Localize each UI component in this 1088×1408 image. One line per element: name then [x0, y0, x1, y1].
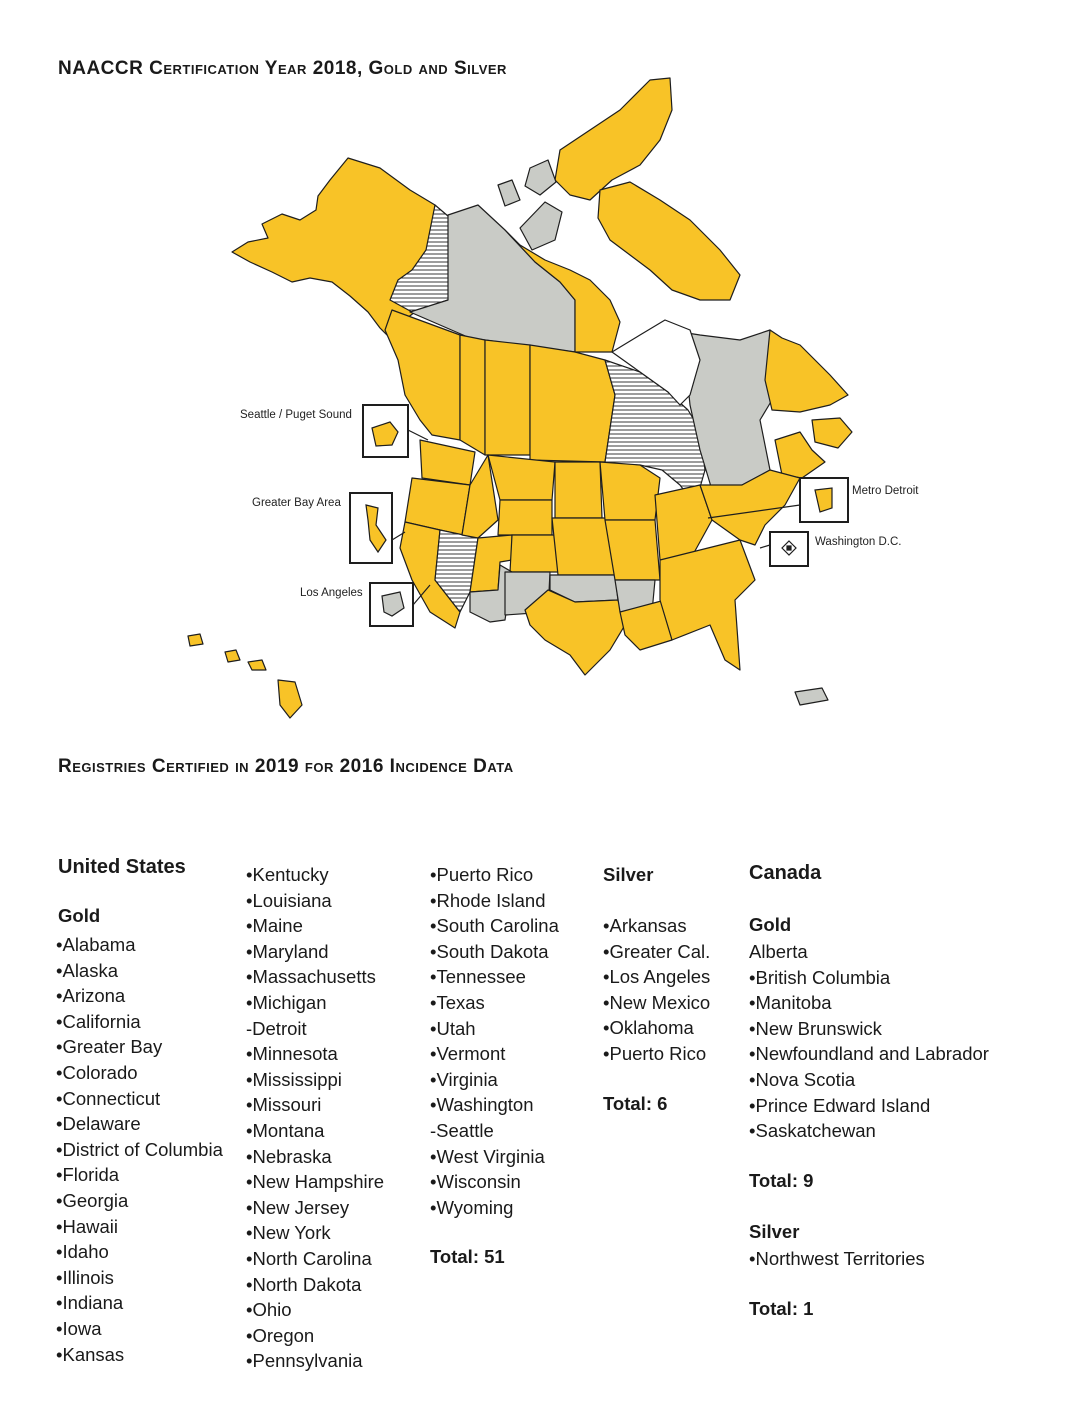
us-gold-registry: •Maryland: [246, 940, 329, 962]
canada-gold-registry: •Prince Edward Island: [749, 1094, 931, 1116]
canada-gold-registry: •Newfoundland and Labrador: [749, 1043, 989, 1065]
us-gold-registry: •Mississippi: [246, 1068, 342, 1090]
us-gold-registry: •North Carolina: [246, 1247, 372, 1269]
us-gold-heading: Gold: [58, 905, 101, 926]
us-gold-registry: •District of Columbia: [56, 1138, 223, 1160]
us-gold-registry: •Texas: [430, 991, 485, 1013]
region-minnesota-wisconsin: [600, 462, 660, 520]
section-subtitle: Registries Certified in 2019 for 2016 Incidence Data: [58, 756, 514, 777]
canada-gold-registry: •New Brunswick: [749, 1017, 882, 1039]
us-gold-registry: •Florida: [56, 1164, 120, 1186]
us-gold-registry: •Louisiana: [246, 889, 332, 911]
region-newfoundland-labrador: [765, 330, 848, 412]
us-silver-registry: •Oklahoma: [603, 1017, 694, 1039]
us-gold-registry: •South Dakota: [430, 940, 549, 962]
region-iowa-missouri: [605, 520, 660, 580]
label-los-angeles: Los Angeles: [300, 587, 363, 599]
us-gold-registry: •New Jersey: [246, 1196, 350, 1218]
canada-gold-registry: •Manitoba: [749, 992, 832, 1014]
canada-silver-total: Total: 1: [749, 1298, 814, 1319]
us-silver-registry: •Los Angeles: [603, 966, 711, 988]
us-gold-total: Total: 51: [430, 1246, 505, 1267]
canada-heading: Canada: [749, 862, 822, 884]
canada-gold-total: Total: 9: [749, 1170, 814, 1191]
canada-gold-registry: •Nova Scotia: [749, 1068, 856, 1090]
us-gold-registry: •South Carolina: [430, 915, 559, 937]
us-gold-registry: •Connecticut: [56, 1087, 161, 1109]
us-silver-heading: Silver: [603, 864, 654, 885]
us-gold-registry: •Arizona: [56, 985, 126, 1007]
canada-gold-heading: Gold: [749, 914, 792, 935]
region-alaska: [232, 158, 435, 340]
us-gold-registry: •Pennsylvania: [246, 1350, 363, 1372]
us-gold-registry: •Nebraska: [246, 1145, 332, 1167]
label-metro-detroit: Metro Detroit: [852, 485, 919, 497]
us-gold-registry: •Kansas: [56, 1343, 125, 1365]
us-gold-registry: •Georgia: [56, 1189, 129, 1211]
us-gold-registry: •Missouri: [246, 1094, 322, 1116]
us-heading: United States: [58, 856, 186, 878]
north-america-certification-map: [150, 60, 950, 740]
us-gold-registry: •Massachusetts: [246, 966, 376, 988]
region-hawaii: [188, 634, 302, 718]
us-gold-registry: •Maine: [246, 915, 303, 937]
region-texas: [525, 590, 625, 675]
us-gold-registry: •Montana: [246, 1119, 325, 1141]
us-gold-registry: •Michigan: [246, 991, 327, 1013]
label-seattle: Seattle / Puget Sound: [240, 409, 352, 421]
us-gold-registry: •California: [56, 1010, 141, 1032]
us-gold-registry: •Washington: [430, 1094, 534, 1116]
canada-gold-list: [749, 939, 989, 1144]
us-silver-registry: •Arkansas: [603, 915, 687, 936]
us-gold-registry: •Tennessee: [430, 966, 526, 988]
us-gold-registry: •Delaware: [56, 1113, 141, 1135]
us-silver-registry: •Puerto Rico: [603, 1042, 707, 1064]
region-puerto-rico: [795, 688, 828, 705]
canada-gold-registry: Alberta: [749, 941, 808, 962]
us-gold-registry: •Virginia: [430, 1068, 498, 1090]
us-gold-registry: •Minnesota: [246, 1043, 338, 1065]
us-gold-registry: •Kentucky: [246, 864, 329, 885]
map-title: NAACCR Certification Year 2018, Gold and Silver: [58, 58, 507, 79]
us-gold-registry: •New York: [246, 1222, 331, 1244]
canada-silver-list: [749, 1246, 925, 1272]
us-gold-registry: •Alabama: [56, 934, 136, 955]
canada-gold-registry: •British Columbia: [749, 966, 891, 988]
label-bay-area: Greater Bay Area: [252, 497, 341, 509]
us-silver-registry: •New Mexico: [603, 991, 711, 1013]
region-colorado: [510, 535, 558, 572]
canada-silver-heading: Silver: [749, 1221, 800, 1242]
us-gold-registry: •Colorado: [56, 1061, 138, 1083]
us-gold-registry: •Puerto Rico: [430, 864, 534, 885]
region-arctic-islands: [555, 78, 672, 200]
us-gold-registry: •Ohio: [246, 1299, 292, 1321]
us-gold-list-2: [246, 862, 384, 1374]
region-south-east: [660, 540, 755, 670]
canada-gold-registry: •Saskatchewan: [749, 1120, 876, 1142]
us-gold-registry: •Alaska: [56, 959, 119, 981]
region-alberta: [460, 335, 485, 455]
canada-silver-registry: •Northwest Territories: [749, 1248, 925, 1269]
us-gold-registry: -Seattle: [430, 1119, 494, 1141]
us-gold-registry: •Wyoming: [430, 1196, 514, 1218]
us-gold-list-1: [56, 932, 223, 1367]
us-gold-registry: •Utah: [430, 1017, 476, 1039]
region-montana: [488, 455, 555, 500]
us-gold-registry: •Indiana: [56, 1292, 124, 1314]
region-manitoba: [530, 345, 615, 462]
us-gold-list-3: [430, 862, 559, 1220]
us-gold-registry: •Oregon: [246, 1324, 315, 1346]
region-washington: [420, 440, 475, 485]
us-gold-registry: •Rhode Island: [430, 889, 546, 911]
us-silver-list: [603, 913, 710, 1067]
us-section: [58, 856, 186, 927]
us-gold-registry: •West Virginia: [430, 1145, 545, 1167]
us-gold-registry: •Wisconsin: [430, 1171, 521, 1193]
us-gold-registry: •Iowa: [56, 1317, 102, 1339]
us-silver-total: Total: 6: [603, 1093, 668, 1114]
us-gold-registry: •North Dakota: [246, 1273, 362, 1295]
region-dakotas: [555, 462, 602, 518]
us-gold-registry: •Idaho: [56, 1241, 109, 1263]
label-dc: Washington D.C.: [815, 536, 902, 548]
us-gold-registry: •Illinois: [56, 1266, 114, 1288]
us-gold-registry: -Detroit: [246, 1017, 307, 1039]
region-wyoming: [498, 500, 552, 535]
region-saskatchewan: [485, 340, 530, 455]
us-gold-registry: •New Hampshire: [246, 1171, 385, 1193]
us-gold-registry: •Hawaii: [56, 1215, 118, 1237]
us-gold-registry: •Greater Bay: [56, 1036, 163, 1058]
us-silver-registry: •Greater Cal.: [603, 940, 711, 962]
us-gold-registry: •Vermont: [430, 1043, 506, 1065]
